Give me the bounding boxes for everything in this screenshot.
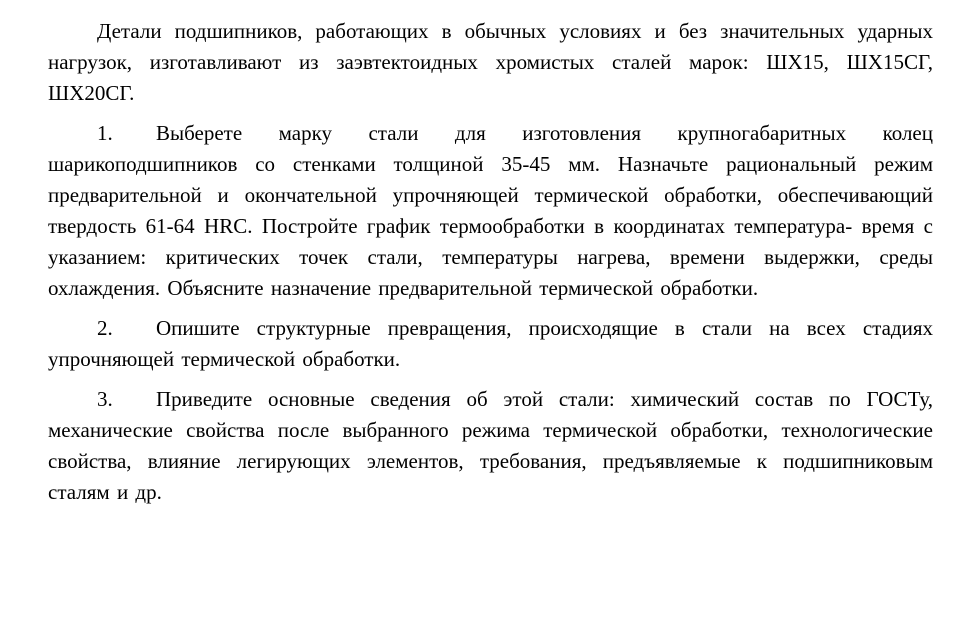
item-number: 3.	[97, 387, 113, 411]
paragraph-text: Приведите основные сведения об этой стали: химический состав по ГОСТу, механические свойства после выбранного режима термической обработки, технологические свойства, влияние легирующих элементов, требования, предъявляемые к подшипниковым сталям и др.	[48, 387, 933, 504]
item-number: 1.	[97, 121, 113, 145]
list-item-1	[48, 118, 933, 304]
paragraph-text: Детали подшипников, работающих в обычных условиях и без значительных ударных нагрузок, изготавливают из заэвтектоидных хромистых сталей марок: ШХ15, ШХ15СГ, ШХ20СГ.	[48, 19, 933, 105]
paragraph-text: Выберете марку стали для изготовления крупногабаритных колец шарикоподшипников со стенками толщиной 35-45 мм. Назначьте рациональный режим предварительной и окончательной упрочняющей термической обработки, обеспечивающий твердость 61-64 HRC. Постройте график термообработки в координатах температура- время с указанием: критических точек стали, температуры нагрева, времени выдержки, среды охлаждения. Объясните назначение предварительной термической обработки.	[48, 121, 933, 300]
paragraph-intro	[48, 16, 933, 109]
list-item-2	[48, 313, 933, 375]
item-number: 2.	[97, 316, 113, 340]
paragraph-text: Опишите структурные превращения, происходящие в стали на всех стадиях упрочняющей термической обработки.	[48, 316, 933, 371]
list-item-3	[48, 384, 933, 508]
